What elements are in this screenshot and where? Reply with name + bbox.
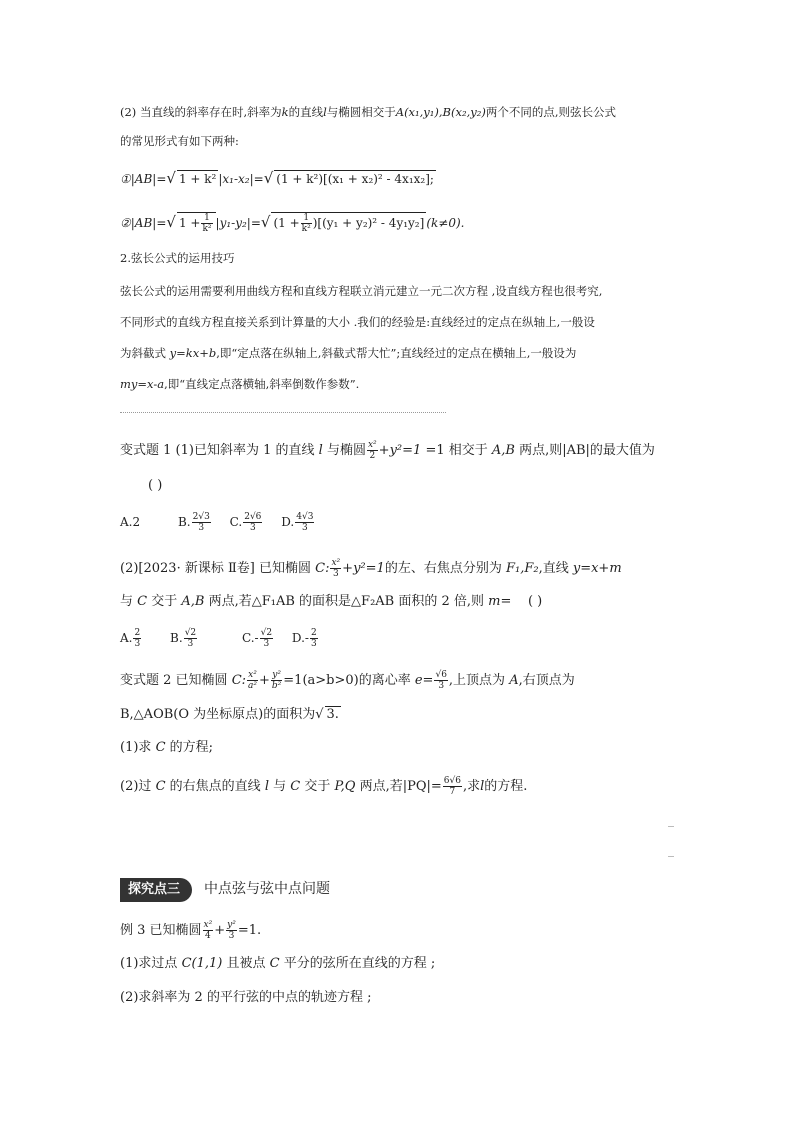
example-3-question-2: (2)求斜率为 2 的平行弦的中点的轨迹方程 ; bbox=[120, 990, 372, 1005]
paragraph-two-forms: 的常见形式有如下两种: bbox=[120, 134, 239, 148]
skill-line-3: 为斜截式 y=kx+b,即“定点落在纵轴上,斜截式帮大忙”;直线经过的定点在横轴上,一般设为 bbox=[120, 346, 577, 360]
option-d: D.- $\frac{2}{3}$ bbox=[291, 628, 317, 649]
option-a: A.2 bbox=[120, 515, 141, 529]
skill-line-2: 不同形式的直线方程直接关系到计算量的大小 .我们的经验是:直线经过的定点在纵轴上,一般设 bbox=[120, 315, 595, 329]
option-c: C. $\frac{2√6}{3}$ bbox=[229, 512, 262, 533]
variant-2-question-2: (2)过 C 的右焦点的直线 l 与 C 交于 P,Q 两点,若|PQ|= $\frac{6√6}{7}$ ,求l的方程. bbox=[120, 776, 528, 797]
example-3-question-1: (1)求过点 C(1,1) 且被点 C 平分的弦所在直线的方程 ; bbox=[120, 956, 436, 971]
margin-mark bbox=[668, 826, 674, 827]
option-c: C.- $\frac{√2}{3}$ bbox=[241, 628, 273, 649]
variant-1-part-2-line-1: (2)[2023· 新课标 Ⅱ卷] 已知椭圆 C: $\frac{\text{x²}}{3}$ +y²=1的左、右焦点分别为 F₁,F₂,直线 y=x+m bbox=[120, 558, 622, 579]
variant-1-part-1: 变式题 1 (1)已知斜率为 1 的直线 l 与椭圆 $\frac{\text{x²}}{2}$ +y²=1 =1 相交于 A,B 两点,则|AB|的最大值为 bbox=[120, 440, 655, 461]
example-3-statement: 例 3 已知椭圆 $\frac{\text{x²}}{4}$ + $\frac{\text{y²}}{3}$ =1. bbox=[120, 920, 262, 941]
paragraph-slope-exists: (2) 当直线的斜率存在时,斜率为k的直线l与椭圆相交于A(x₁,y₁),B(x₂,y₂)两个不同的点,则弦长公式 bbox=[120, 105, 616, 119]
option-a: A. $\frac{2}{3}$ bbox=[120, 628, 141, 649]
variant-2-line-1: 变式题 2 已知椭圆 C: $\frac{\text{x²}}{\text{a²}}$ + $\frac{\text{y²}}{\text{b²}}$ =1(a>b>0)的离心率 e= $\frac{√6}{3}$ ,上顶点为 A,右顶点为 bbox=[120, 670, 575, 691]
skill-line-1: 弦长公式的运用需要利用曲线方程和直线方程联立消元建立一元二次方程 ,设直线方程也很考究, bbox=[120, 284, 603, 298]
option-d: D. $\frac{4√3}{3}$ bbox=[281, 512, 314, 533]
option-b: B. $\frac{2√3}{3}$ bbox=[177, 512, 210, 533]
formula-one: ①|AB|=√ 1 + k² |x₁-x₂|=√ (1 + k²)[(x₁ + x₂)² - 4x₁x₂]; bbox=[120, 169, 434, 187]
variant-2-line-2: B,△AOB(O 为坐标原点)的面积为√ 3. bbox=[120, 707, 339, 722]
option-b: B. $\frac{√2}{3}$ bbox=[170, 628, 197, 649]
variant-1-part-2-options bbox=[120, 628, 319, 649]
section-title: 中点弦与弦中点问题 bbox=[204, 881, 331, 897]
skill-line-4: my=x-a,即“直线定点落横轴,斜率倒数作参数”. bbox=[120, 377, 360, 391]
formula-two: ②|AB|=√ 1 + $\frac{1}{\text{k²}}$ |y₁-y₂|=√ (1 + $\frac{1}{\text{k²}}$ )[(y₁ + y₂)² - 4y₁y₂] (k≠0). bbox=[120, 213, 465, 234]
divider-dotted bbox=[120, 412, 446, 413]
section-header bbox=[120, 878, 330, 902]
variant-1-options bbox=[120, 512, 315, 533]
skill-title: 2.弦长公式的运用技巧 bbox=[120, 251, 235, 265]
section-tag: 探究点三 bbox=[120, 878, 192, 902]
variant-1-answer-paren: ( ) bbox=[148, 478, 163, 493]
margin-mark bbox=[668, 856, 674, 857]
variant-1-part-2-line-2: 与 C 交于 A,B 两点,若△F₁AB 的面积是△F₂AB 面积的 2 倍,则 m= ( ) bbox=[120, 594, 543, 609]
variant-2-question-1: (1)求 C 的方程; bbox=[120, 740, 214, 755]
